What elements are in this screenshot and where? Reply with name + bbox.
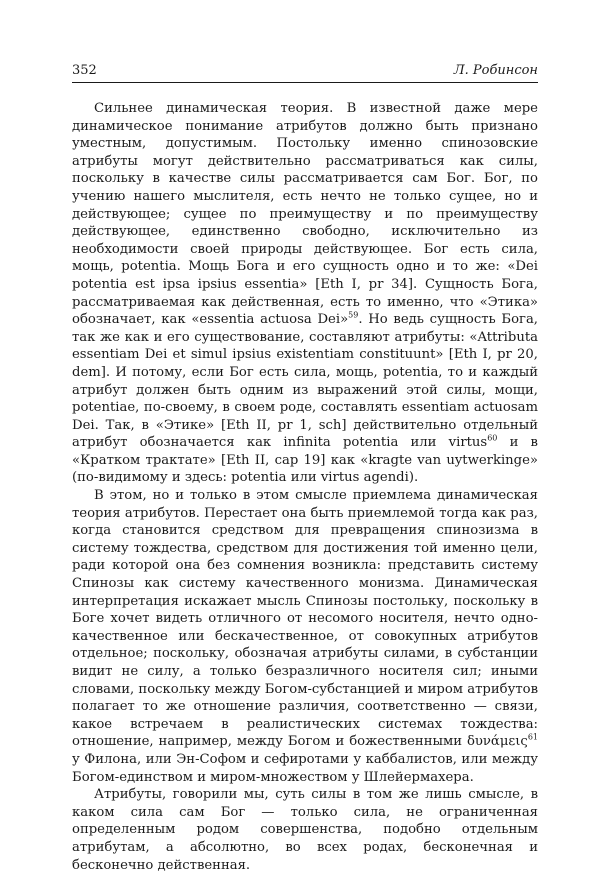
page-number: 352 [72, 63, 97, 78]
text-segment: и в «Кратком трактате» [Eth II, cap 19] как «kragte van uytwerkinge» (по-видимому и здесь: potentia или virtus agendi). [72, 435, 538, 486]
text-segment: у Филона, или Эн-Софом и сефиротами у каббалистов, или между Богом-единством и миром-множеством у Шлейермахера. [72, 751, 538, 785]
text-segment: Атрибуты, говорили мы, суть силы в том же лишь смысле, в каком сила сам Бог — только сила, не ограниченная определенным родом совершенства, подобно отдельным атрибутам, а абсолютно, во всех родах, бесконечная и бесконечно действенная. [72, 787, 538, 873]
paragraph-1 [72, 100, 538, 487]
footnote-ref: 61 [527, 732, 538, 742]
running-header [72, 62, 538, 83]
text-segment: Сильнее динамическая теория. В известной даже мере динамическое понимание атрибутов должно быть признано уместным, допустимым. Постольку именно спинозовские атрибуты могут действительно рассматриваться как силы, поскольку в качестве силы рассматривается сам Бог. Бог, по учению нашего мыслителя, есть нечто не только сущее, но и действующее; сущее по преимуществу и по преимуществу действующее, единственно свободно, исключительно из необходимости своей природы действующее. Бог есть сила, мощь, potentia. Мощь Бога и его сущность одно и то же: «Dei potentia est ipsa ipsius essentia» [Eth I, pr 34]. Сущность Бога, рассматриваемая как действенная, есть то именно, что «Этика» обозначает, как «essentia actuosa Dei» [72, 101, 538, 328]
author-name: Л. Робинсон [453, 63, 538, 78]
text-segment: . Но ведь сущность Бога, так же как и его существование, составляют атрибуты: «Attributa essentiam Dei et simul ipsius existentiam constituunt» [Eth I, pr 20, dem]. И потому, если Бог есть сила, мощь, potentia, то и каждый атрибут должен быть одним из выражений этой силы, мощи, potentiae, по-своему, в своем роде, составлять essentiam actuosam Dei. Так, в «Этике» [Eth II, pr 1, sch] действительно отдельный атрибут обозначается как infinita potentia или virtus [72, 312, 538, 451]
footnote-ref: 59 [348, 310, 359, 320]
footnote-ref: 60 [487, 433, 498, 443]
paragraph-3 [72, 786, 538, 874]
paragraph-2 [72, 487, 538, 786]
book-page [72, 0, 539, 873]
text-segment: В этом, но и только в этом смысле приемлема динамическая теория атрибутов. Перестает она быть приемлемой тогда как раз, когда становится средством для превращения спинозизма в систему тождества, средством для достижения той именно цели, ради которой она без сомнения возникла: представить систему Спинозы как систему качественного монизма. Динамическая интерпретация искажает мысль Спинозы постольку, поскольку в Боге хочет видеть отличного от несомого носителя, нечто одно-качественное или бескачественное, от совокупных атрибутов отдельное; поскольку, обозначая атрибуты силами, в субстанции видит не силу, а только безразличного носителя сил; иными словами, поскольку между Богом-субстанцией и миром атрибутов полагает то же отношение различия, соответственно — связи, какое встречаем в реалистических системах тождества: отношение, например, между Богом и божественными δυνάμεις [72, 488, 539, 750]
body-text [72, 100, 538, 874]
